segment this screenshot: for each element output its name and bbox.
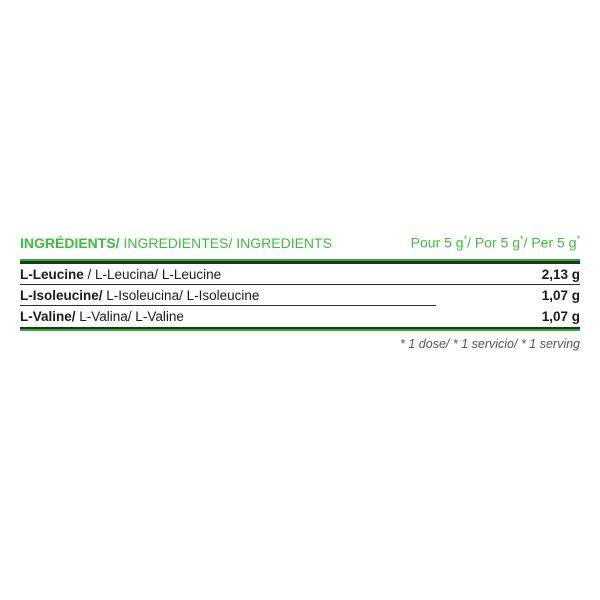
dose-heading-en: / Per 5 g [523,234,577,251]
ingredients-table [20,234,580,351]
ingredient-name [20,267,221,282]
ingredient-name-bold: L-Leucine [20,266,84,282]
table-row [20,285,580,305]
footer-divider [20,327,580,331]
dose-asterisk-en: * [576,234,580,244]
dose-heading-es: / Por 5 g [467,234,521,251]
footnote-es: 1 servicio/ [457,337,518,351]
footnote-en: * 1 serving [517,337,580,351]
ingredients-heading [20,235,332,251]
ingredient-name-rest: / L-Leucina/ L-Leucine [83,266,222,282]
ingredients-heading-fr: INGRÉDIENTS/ [20,234,120,251]
footnote-es-asterisk: * [449,337,458,351]
ingredient-name-bold: L-Isoleucine/ [20,287,103,303]
ingredient-amount: 2,13 g [541,266,580,282]
ingredient-name-bold: L-Valine/ [20,308,76,324]
ingredient-name [20,309,184,324]
dose-heading [411,234,580,251]
serving-footnote [20,337,580,351]
table-row [20,306,580,326]
dose-asterisk-fr: * [463,234,468,244]
ingredient-name-rest: L-Valina/ L-Valine [75,308,184,324]
ingredient-name [20,288,259,303]
table-header [20,234,580,256]
table-row [20,264,580,284]
dose-asterisk-es: * [520,234,524,244]
ingredient-amount: 1,07 g [541,308,580,324]
ingredient-amount: 1,07 g [541,287,580,303]
ingredient-name-rest: L-Isoleucina/ L-Isoleucine [102,287,260,303]
dose-heading-fr: Pour 5 g [410,234,464,251]
ingredients-heading-es-en: INGREDIENTES/ INGREDIENTS [119,234,332,251]
footnote-fr: * 1 dose/ [400,337,450,351]
